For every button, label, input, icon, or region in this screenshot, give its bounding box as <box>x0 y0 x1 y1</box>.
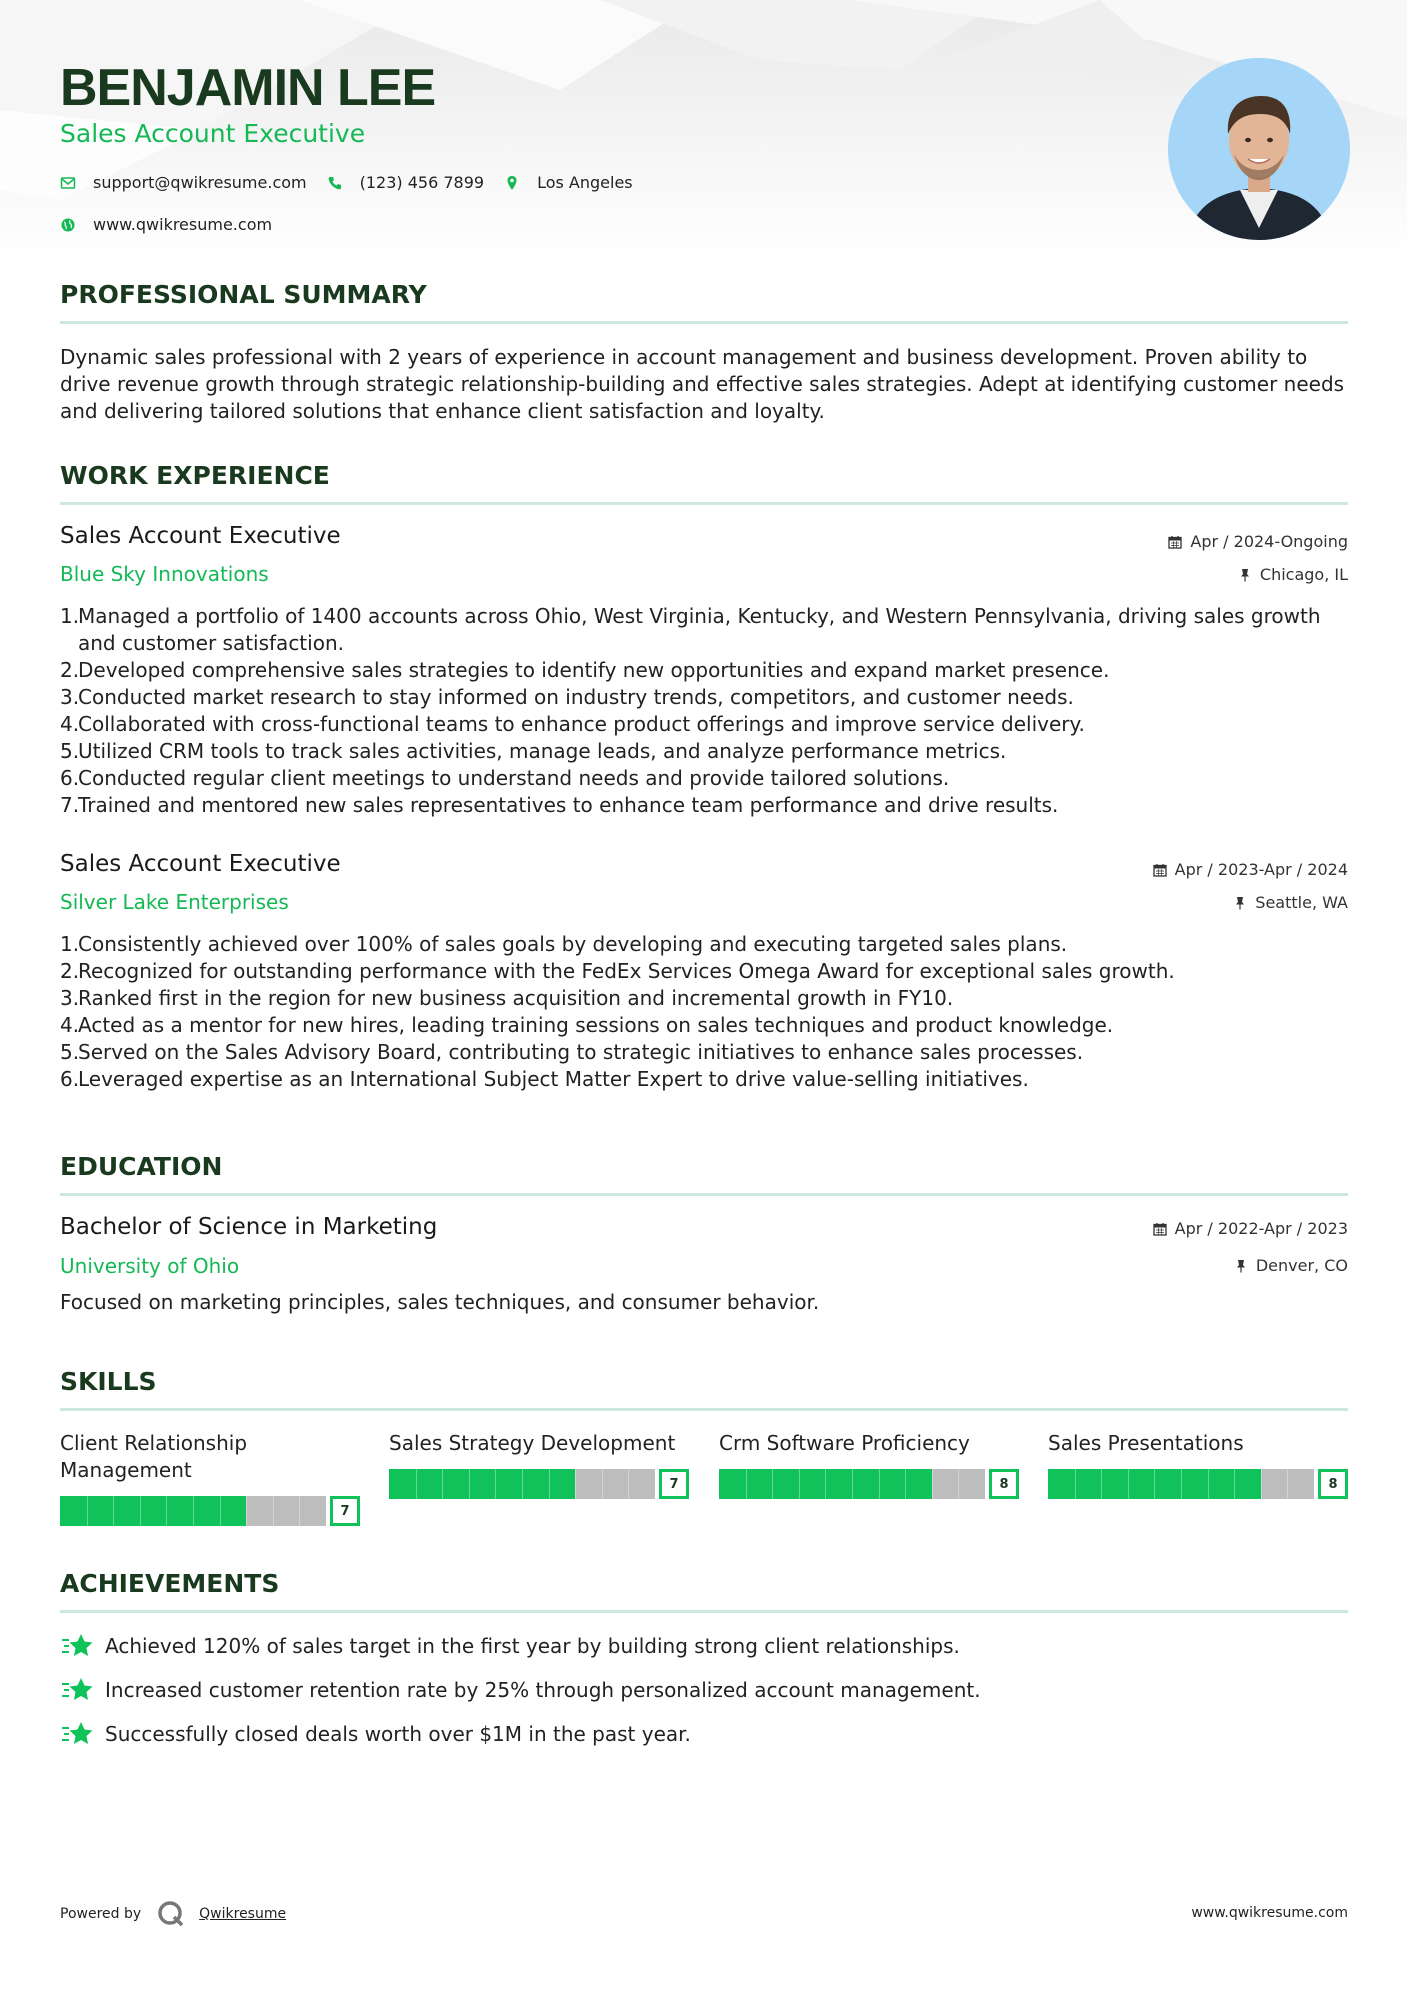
job-title: Sales Account Executive <box>60 851 341 877</box>
skill-bar-segment <box>575 1469 576 1499</box>
skill-score: 8 <box>1318 1469 1348 1499</box>
skill-name: Sales Presentations <box>1048 1431 1244 1455</box>
skill-name: Crm Software Proficiency <box>719 1431 970 1455</box>
skill-bar-segment <box>1261 1469 1262 1499</box>
job-dates <box>1153 860 1348 879</box>
skill-bar-segment <box>113 1496 114 1526</box>
achievement-text: Increased customer retention rate by 25% through personalized account management. <box>105 1678 981 1702</box>
location-item <box>504 173 633 192</box>
calendar-icon <box>1153 863 1167 877</box>
degree-title: Bachelor of Science in Marketing <box>60 1214 438 1240</box>
skill-item <box>389 1430 689 1492</box>
skill-item <box>719 1430 1019 1492</box>
skill-bar-segment <box>1075 1469 1076 1499</box>
list-item: 3. Conducted market research to stay informed on industry trends, competitors, and customer needs. <box>60 685 1074 709</box>
skill-score: 7 <box>659 1469 689 1499</box>
skill-bar-segment <box>87 1496 88 1526</box>
pin-icon <box>1234 1259 1248 1273</box>
skill-bar-segment <box>1128 1469 1129 1499</box>
skill-bar-segment <box>416 1469 417 1499</box>
skill-fill <box>60 1496 246 1526</box>
education-description: Focused on marketing principles, sales techniques, and consumer behavior. <box>60 1290 820 1314</box>
skill-bar-segment <box>1154 1469 1155 1499</box>
skill-bar-segment <box>1181 1469 1182 1499</box>
achievement-item <box>60 1632 960 1660</box>
skill-name: Sales Strategy Development <box>389 1431 676 1455</box>
brand-link[interactable]: Qwikresume <box>199 1906 287 1922</box>
calendar-icon <box>1153 1222 1167 1236</box>
job-dates-text: Apr / 2024-Ongoing <box>1190 532 1348 551</box>
map-pin-icon <box>504 175 520 191</box>
star-icon <box>60 1720 94 1748</box>
globe-icon <box>60 217 76 233</box>
skill-bar-segment <box>628 1469 629 1499</box>
achievement-text: Successfully closed deals worth over $1M in the past year. <box>105 1722 691 1746</box>
list-item: 1. Consistently achieved over 100% of sales goals by developing and executing targeted sales plans. <box>60 932 1068 956</box>
education-location-text: Denver, CO <box>1255 1256 1348 1275</box>
list-item: 2. Recognized for outstanding performance with the FedEx Services Omega Award for exceptional sales growth. <box>60 959 1175 983</box>
company-name: Blue Sky Innovations <box>60 562 269 586</box>
skill-bar <box>60 1496 360 1526</box>
school-name: University of Ohio <box>60 1254 240 1278</box>
footer-powered-by <box>60 1900 286 1928</box>
experience-heading: WORK EXPERIENCE <box>60 461 330 490</box>
skill-bar-segment <box>825 1469 826 1499</box>
email-text[interactable]: support@qwikresume.com <box>93 173 307 192</box>
skill-fill <box>389 1469 575 1499</box>
skill-bar-segment <box>1287 1469 1288 1499</box>
skill-bar <box>1048 1469 1348 1499</box>
achievement-item <box>60 1676 981 1704</box>
summary-text: Dynamic sales professional with 2 years of experience in account management and business development. Proven ability to drive revenue growth through strategic relationship-building and effective sales strategies. Adept at identifying customer needs and delivering tailored solutions that enhance client satisfaction and loyalty. <box>60 345 1345 423</box>
job-dates-text: Apr / 2023-Apr / 2024 <box>1174 860 1348 879</box>
achievements-heading: ACHIEVEMENTS <box>60 1569 280 1598</box>
skill-bar-segment <box>1234 1469 1235 1499</box>
list-item: 7. Trained and mentored new sales representatives to enhance team performance and drive results. <box>60 793 1059 817</box>
education-heading: EDUCATION <box>60 1152 223 1181</box>
job-location <box>1238 565 1348 584</box>
skill-item <box>1048 1430 1348 1492</box>
skill-bar <box>719 1469 1019 1499</box>
list-item: 3. Ranked first in the region for new business acquisition and incremental growth in FY10. <box>60 986 954 1010</box>
list-item: 1. Managed a portfolio of 1400 accounts across Ohio, West Virginia, Kentucky, and Western Pennsylvania, driving sales growth and customer satisfaction. <box>60 604 1321 655</box>
skill-bar-segment <box>1101 1469 1102 1499</box>
candidate-name: BENJAMIN LEE <box>60 59 436 117</box>
skill-bar-segment <box>852 1469 853 1499</box>
section-divider <box>60 321 1348 324</box>
skill-item <box>60 1430 360 1519</box>
skill-bar-segment <box>1208 1469 1209 1499</box>
skill-bar-segment <box>495 1469 496 1499</box>
list-item: 5. Utilized CRM tools to track sales activities, manage leads, and analyze performance metrics. <box>60 739 1007 763</box>
skill-bar-segment <box>746 1469 747 1499</box>
education-dates-text: Apr / 2022-Apr / 2023 <box>1174 1219 1348 1238</box>
skill-score: 7 <box>330 1496 360 1526</box>
skill-score: 8 <box>989 1469 1019 1499</box>
skill-bar-segment <box>879 1469 880 1499</box>
job-location-text: Seattle, WA <box>1255 893 1348 912</box>
location-text: Los Angeles <box>537 173 633 192</box>
skill-bar-segment <box>246 1496 247 1526</box>
education-location <box>1234 1256 1348 1275</box>
skills-heading: SKILLS <box>60 1367 157 1396</box>
education-dates <box>1153 1219 1348 1238</box>
skill-bar-segment <box>442 1469 443 1499</box>
list-item: 4. Acted as a mentor for new hires, leading training sessions on sales techniques and product knowledge. <box>60 1013 1114 1037</box>
list-item: 4. Collaborated with cross-functional teams to enhance product offerings and improve service delivery. <box>60 712 1085 736</box>
phone-icon <box>327 175 343 191</box>
achievement-item <box>60 1720 691 1748</box>
skill-bar-segment <box>522 1469 523 1499</box>
calendar-icon <box>1168 535 1182 549</box>
skill-bar <box>389 1469 689 1499</box>
skill-bar-segment <box>549 1469 550 1499</box>
list-item: 6. Conducted regular client meetings to understand needs and provide tailored solutions. <box>60 766 950 790</box>
pin-icon <box>1238 568 1252 582</box>
phone-item[interactable] <box>327 173 484 192</box>
list-item: 6. Leveraged expertise as an International Subject Matter Expert to drive value-selling initiatives. <box>60 1067 1029 1091</box>
skill-bar-segment <box>299 1496 300 1526</box>
footer-website[interactable]: www.qwikresume.com <box>1191 1905 1348 1921</box>
skill-name: Client Relationship Management <box>60 1431 248 1482</box>
summary-heading: PROFESSIONAL SUMMARY <box>60 280 427 309</box>
resume-page <box>60 0 1348 1990</box>
company-name: Silver Lake Enterprises <box>60 890 289 914</box>
website-row <box>60 215 292 234</box>
profile-photo <box>1168 58 1350 240</box>
qwikresume-logo-icon <box>157 1900 185 1928</box>
skill-bar-segment <box>166 1496 167 1526</box>
website-item[interactable] <box>60 215 272 234</box>
section-divider <box>60 1408 1348 1411</box>
job-location-text: Chicago, IL <box>1259 565 1348 584</box>
powered-by-label: Powered by <box>60 1906 142 1922</box>
contact-row <box>60 173 653 192</box>
phone-text[interactable]: (123) 456 7899 <box>359 173 485 192</box>
star-icon <box>60 1632 94 1660</box>
avatar <box>1168 58 1350 240</box>
website-text[interactable]: www.qwikresume.com <box>93 215 273 234</box>
list-item: 5. Served on the Sales Advisory Board, contributing to strategic initiatives to enhance sales processes. <box>60 1040 1084 1064</box>
candidate-title: Sales Account Executive <box>60 119 366 148</box>
email-item[interactable] <box>60 173 307 192</box>
skill-bar-segment <box>905 1469 906 1499</box>
star-icon <box>60 1676 94 1704</box>
mail-icon <box>60 175 76 191</box>
job-bullets <box>60 931 1348 1093</box>
job-dates <box>1168 532 1348 551</box>
job-title: Sales Account Executive <box>60 523 341 549</box>
skill-bar-segment <box>140 1496 141 1526</box>
section-divider <box>60 1610 1348 1613</box>
skill-bar-segment <box>469 1469 470 1499</box>
skill-bar-segment <box>932 1469 933 1499</box>
achievement-text: Achieved 120% of sales target in the first year by building strong client relationships. <box>105 1634 960 1658</box>
skill-bar-segment <box>273 1496 274 1526</box>
skill-bar-segment <box>772 1469 773 1499</box>
job-bullets <box>60 603 1348 819</box>
skill-bar-segment <box>958 1469 959 1499</box>
skill-bar-segment <box>220 1496 221 1526</box>
pin-icon <box>1233 896 1247 910</box>
skill-bar-segment <box>602 1469 603 1499</box>
skill-bar-segment <box>799 1469 800 1499</box>
section-divider <box>60 1193 1348 1196</box>
job-location <box>1233 893 1348 912</box>
skill-bar-segment <box>193 1496 194 1526</box>
section-divider <box>60 502 1348 505</box>
list-item: 2. Developed comprehensive sales strategies to identify new opportunities and expand market presence. <box>60 658 1110 682</box>
